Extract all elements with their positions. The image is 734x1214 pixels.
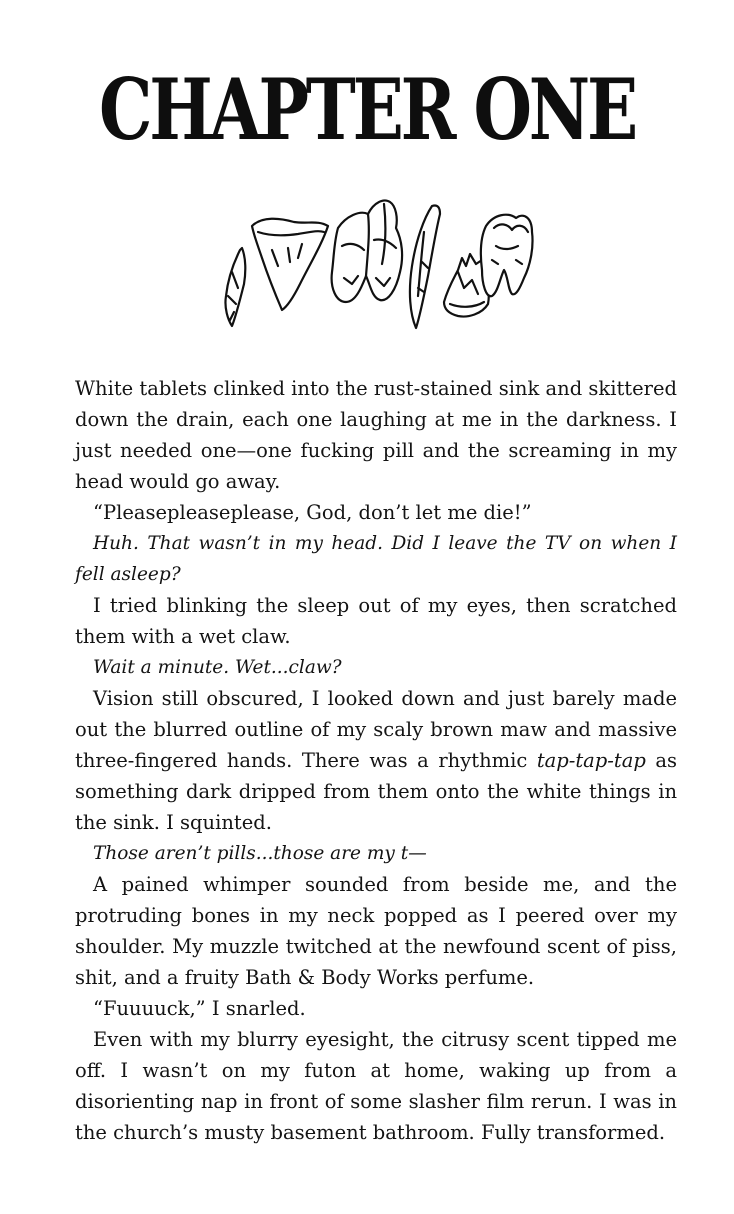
chapter-body: [75, 373, 677, 1148]
paragraph-6-end: as something dark dripped from them onto the white things in the sink. I squinted.: [75, 749, 677, 834]
paragraph-8: A pained whimper sounded from beside me, and the protruding bones in my neck popped as I peered over my shoulder. My muzzle twitched at the newfound scent of piss, shit, and a fruity Bath & Body Works perfume.: [75, 873, 677, 989]
paragraph-6: [75, 683, 677, 838]
paragraph-5-thought: Wait a minute. Wet...claw?: [93, 657, 342, 678]
paragraph-9: “Fuuuuck,” I snarled.: [93, 997, 306, 1020]
paragraph-6-emphasis: tap-tap-tap: [536, 749, 646, 772]
paragraph-1: White tablets clinked into the rust-stained sink and skittered down the drain, each one laughing at me in the darkness. I just needed one—one fucking pill and the screaming in my head would go away.: [75, 377, 677, 493]
teeth-ornament-icon: [218, 192, 534, 334]
chapter-title: CHAPTER ONE: [98, 60, 636, 159]
paragraph-4: I tried blinking the sleep out of my eyes, then scratched them with a wet claw.: [75, 594, 677, 648]
paragraph-3-thought: Huh. That wasn’t in my head. Did I leave the TV on when I fell asleep?: [75, 533, 677, 585]
paragraph-6-start: Vision still obscured, I looked down and just barely made out the blurred outline of my scaly brown maw and massive three-fingered hands. There was a rhythmic: [75, 687, 677, 772]
paragraph-7-thought: Those aren’t pills...those are my t—: [93, 843, 427, 864]
paragraph-2: “Pleasepleaseplease, God, don’t let me die!”: [93, 501, 532, 524]
paragraph-10: Even with my blurry eyesight, the citrusy scent tipped me off. I wasn’t on my futon at home, waking up from a disorienting nap in front of some slasher film rerun. I was in the church’s musty basement bathroom. Fully transformed.: [75, 1028, 677, 1144]
